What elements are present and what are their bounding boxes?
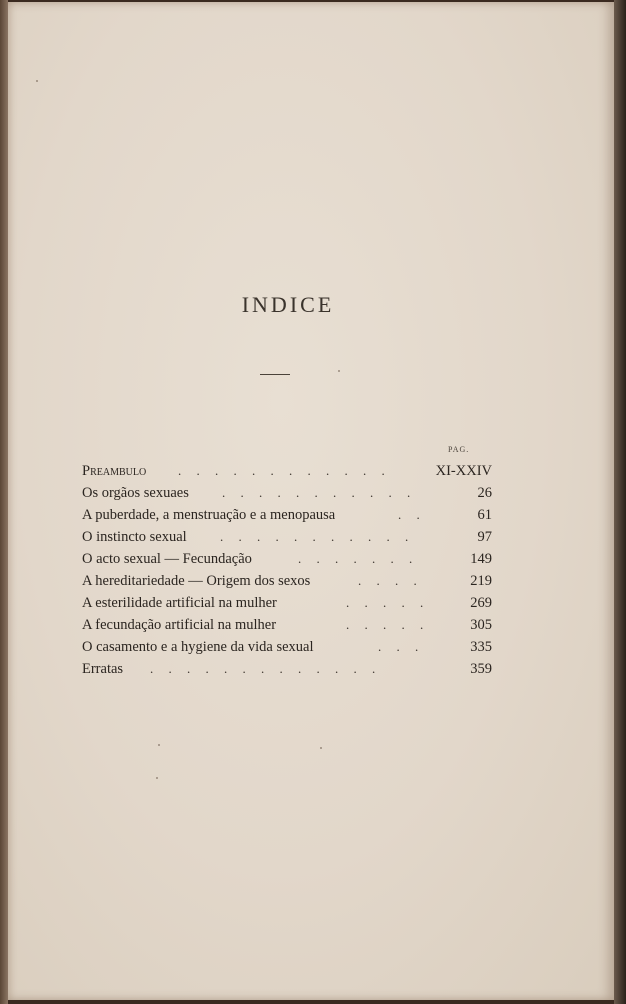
toc-entry [82,614,492,636]
toc-entry [82,570,492,592]
toc-leader-dots: . . . [378,639,425,654]
toc-entry-title: Erratas [82,661,124,677]
toc-entry-page: 149 [470,551,492,567]
toc-leader-dots: . . [398,507,426,522]
toc-leader-dots: . . . . . [346,595,430,610]
toc-entry-title: A fecundação artificial na mulher [82,617,277,633]
toc-leader-dots: . . . . . . . . . . . . [178,463,391,478]
toc-entry-title: A puberdade, a menstruação e a menopausa [82,507,336,523]
page-left-edge [0,0,8,1004]
paper-speck [320,747,322,749]
toc-entry-page: 305 [470,617,492,633]
toc-leader-dots: . . . . . . . . . . . [222,485,417,500]
toc-entry-page: XI-XXIV [435,463,492,479]
toc-leader-dots: . . . . [358,573,423,588]
toc-entry [82,592,492,614]
paper-speck [36,80,38,82]
paper-speck [156,777,158,779]
toc-entry-title: A esterilidade artificial na mulher [82,595,277,611]
paper-speck [338,370,340,372]
toc-entry-page: 219 [470,573,492,589]
toc-entry-title: Os orgãos sexuaes [82,485,189,501]
toc-entry-title: O instincto sexual [82,529,187,545]
page-title: INDICE [241,292,335,317]
toc-entry-page: 26 [477,485,492,501]
toc-entry-page: 269 [470,595,492,611]
toc-entry [82,636,492,658]
book-page [8,2,614,1000]
title-divider [260,374,290,375]
table-of-contents [82,460,492,680]
toc-entry [82,482,492,504]
toc-entry-page: 359 [470,661,492,677]
toc-entry-title: Preambulo [82,463,147,479]
toc-entry-title: A hereditariedade — Origem dos sexos [82,573,311,589]
toc-entry-page: 335 [470,639,492,655]
toc-entry-title: O acto sexual — Fecundação [82,551,252,567]
toc-entry [82,504,492,526]
page-right-edge [614,0,626,1004]
toc-entry [82,526,492,548]
paper-speck [158,744,160,746]
toc-leader-dots: . . . . . . . . . . . . . [150,661,382,676]
toc-leader-dots: . . . . . [346,617,430,632]
page-column-label: PAG. [448,445,470,454]
toc-entry [82,548,492,570]
toc-entry-page: 61 [477,507,492,523]
toc-entry [82,658,492,680]
toc-entry-title: O casamento e a hygiene da vida sexual [82,639,314,655]
toc-leader-dots: . . . . . . . . . . . [220,529,415,544]
toc-entry-page: 97 [477,529,492,545]
toc-leader-dots: . . . . . . . [298,551,419,566]
toc-entry [82,460,492,482]
